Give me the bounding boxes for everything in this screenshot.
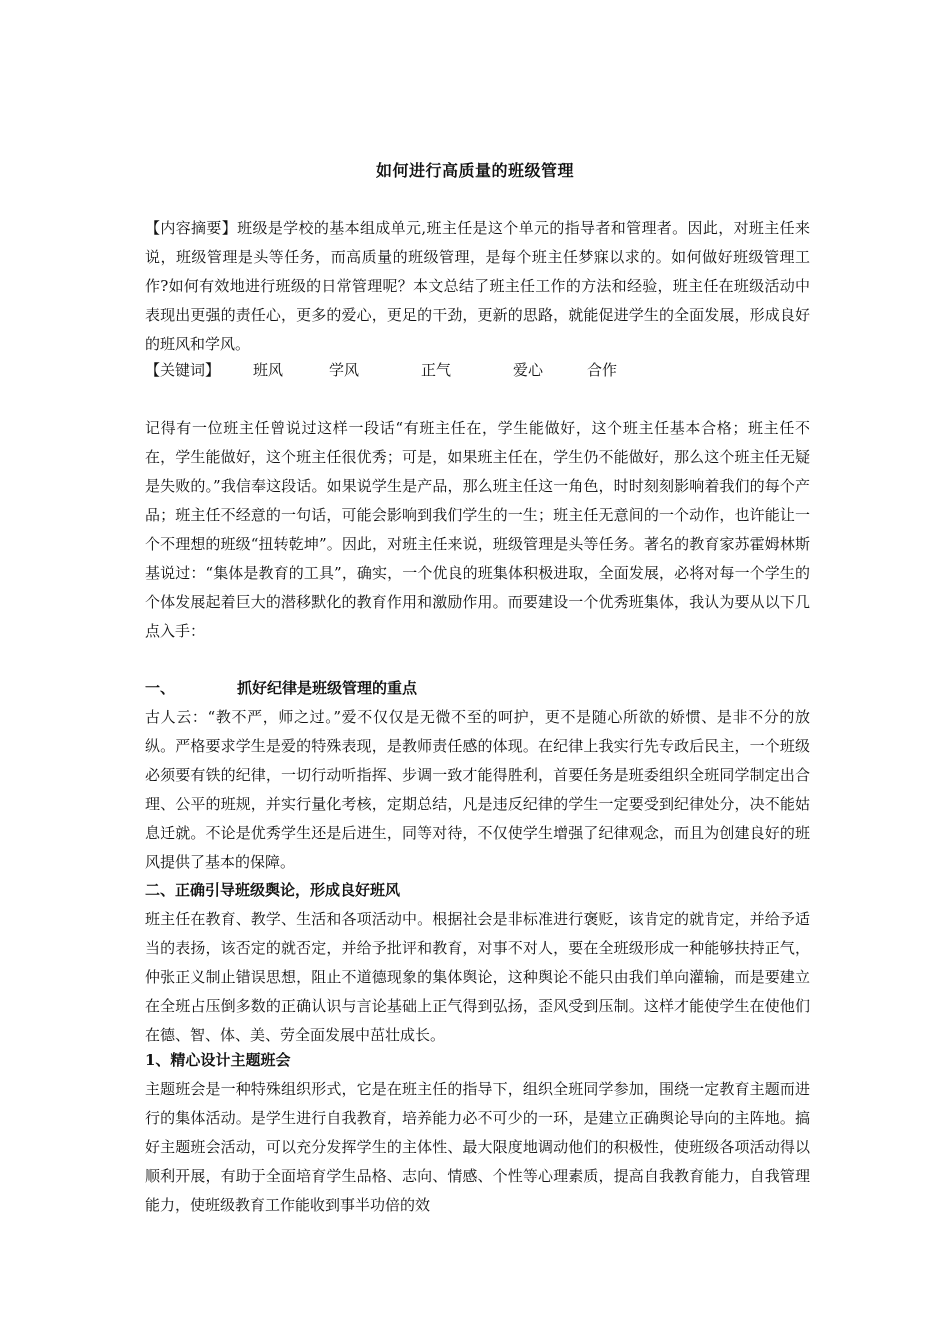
section-2-heading: 二、正确引导班级舆论，形成良好班风 bbox=[145, 881, 401, 899]
keyword-item: 班风 bbox=[253, 361, 284, 379]
abstract-text: 班级是学校的基本组成单元,班主任是这个单元的指导者和管理者。因此，对班主任来说，班级管理是头等任务，而高质量的班级管理，是每个班主任梦寐以求的。如何做好班级管理工作?如何有效地进行班级的日常管理呢？本文总结了班主任工作的方法和经验，班主任在班级活动中表现出更强的责任心，更多的爱心，更足的干劲，更新的思路，就能促进学生的全面发展，形成良好的班风和学风。 bbox=[145, 219, 810, 353]
section-1-heading bbox=[145, 674, 810, 703]
section-2-text: 班主任在教育、教学、生活和各项活动中。根据社会是非标准进行褒贬，该肯定的就肯定，并给予适当的表扬，该否定的就否定，并给予批评和教育，对事不对人，要在全班级形成一种能够扶持正气，仲张正义制止错误思想，阻止不道德现象的集体舆论，这种舆论不能只由我们单向灌输，而是要建立在全班占压倒多数的正确认识与言论基础上正气得到弘扬，歪风受到压制。这样才能使学生在使他们在德、智、体、美、劳全面发展中茁壮成长。 bbox=[145, 910, 810, 1044]
section-1 bbox=[145, 674, 810, 877]
keywords-line bbox=[145, 358, 617, 382]
section-3 bbox=[145, 1046, 810, 1220]
keyword-item: 正气 bbox=[421, 361, 452, 379]
abstract-paragraph bbox=[145, 214, 810, 359]
intro-paragraph: 记得有一位班主任曾说过这样一段话“有班主任在，学生能做好，这个班主任基本合格；班主任不在，学生能做好，这个班主任很优秀；可是，如果班主任在，学生仍不能做好，那么这个班主任无疑是失败的。”我信奉这段话。如果说学生是产品，那么班主任这一角色，时时刻刻影响着我们的每个产品；班主任不经意的一句话，可能会影响到我们学生的一生；班主任无意间的一个动作，也许能让一个不理想的班级“扭转乾坤”。因此，对班主任来说，班级管理是头等任务。著名的教育家苏霍姆林斯基说过：“集体是教育的工具”，确实，一个优良的班集体积极进取，全面发展，必将对每一个学生的个体发展起着巨大的潜移默化的教育作用和激励作用。而要建设一个优秀班集体，我认为要从以下几点入手： bbox=[145, 419, 810, 640]
keyword-item: 爱心 bbox=[513, 361, 544, 379]
section-1-text: 古人云：“教不严，师之过。”爱不仅仅是无微不至的呵护，更不是随心所欲的娇惯、是非不分的放纵。严格要求学生是爱的特殊表现，是教师责任感的体现。在纪律上我实行先专政后民主，一个班级必须要有铁的纪律，一切行动听指挥、步调一致才能得胜利，首要任务是班委组织全班同学制定出合理、公平的班规，并实行量化考核，定期总结，凡是违反纪律的学生一定要受到纪律处分，决不能姑息迁就。不论是优秀学生还是后进生，同等对待，不仅使学生增强了纪律观念，而且为创建良好的班风提供了基本的保障。 bbox=[145, 708, 810, 871]
section-3-text: 主题班会是一种特殊组织形式，它是在班主任的指导下，组织全班同学参加，围绕一定教育主题而进行的集体活动。是学生进行自我教育，培养能力必不可少的一环，是建立正确舆论导向的主阵地。搞好主题班会活动，可以充分发挥学生的主体性、最大限度地调动他们的积极性，使班级各项活动得以顺利开展，有助于全面培育学生品格、志向、情感、个性等心理素质，提高自我教育能力，自我管理能力，使班级教育工作能收到事半功倍的效 bbox=[145, 1080, 810, 1214]
section-3-heading: 1、精心设计主题班会 bbox=[145, 1051, 291, 1069]
keyword-item: 合作 bbox=[587, 361, 618, 379]
document-title: 如何进行高质量的班级管理 bbox=[375, 161, 574, 180]
keyword-item: 学风 bbox=[329, 361, 360, 379]
keywords-label: 【关键词】 bbox=[145, 361, 221, 379]
abstract-tag: 【内容摘要】 bbox=[145, 219, 238, 237]
section-2 bbox=[145, 876, 810, 1050]
section-1-number: 一、 bbox=[145, 679, 176, 697]
section-1-heading-text: 抓好纪律是班级管理的重点 bbox=[237, 679, 418, 697]
